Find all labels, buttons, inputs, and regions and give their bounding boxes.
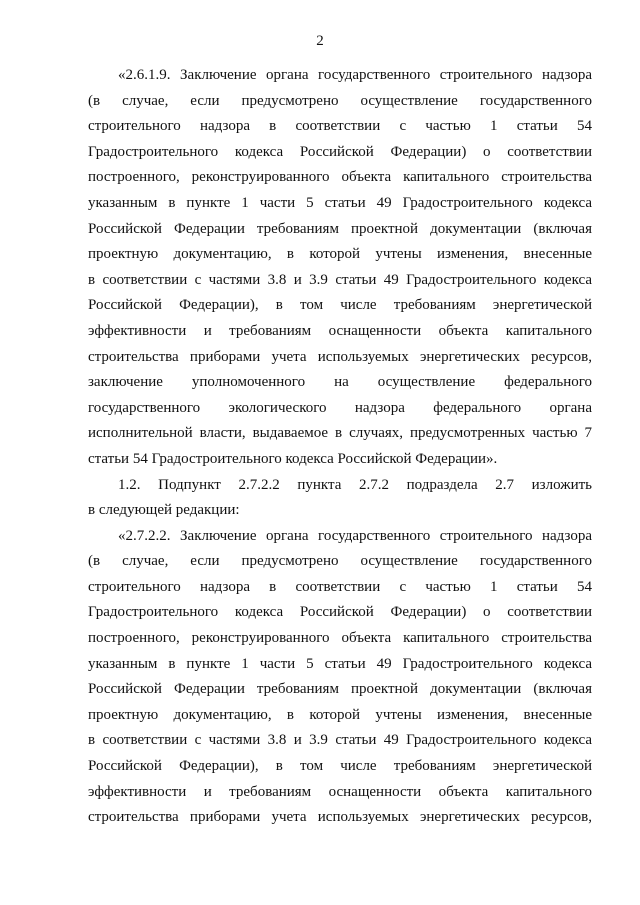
text-line: эффективности и требованиям оснащенности объекта капитального [88,783,592,800]
paragraph [88,524,592,831]
text-line: Российской Федерации), в том числе требованиям энергетической [88,758,592,775]
text-line: построенного, реконструированного объекта капитального строительства [88,630,592,647]
text-line: Российской Федерации), в том числе требованиям энергетической [88,297,592,314]
text-line: построенного, реконструированного объекта капитального строительства [88,169,592,186]
text-line: государственного экологического надзора федерального органа [88,399,592,416]
text-line: Российской Федерации требованиям проектной документации (включая [88,220,592,237]
paragraph [88,473,592,524]
document-body [88,63,592,831]
text-line: «2.6.1.9. Заключение органа государственного строительного надзора [118,67,592,83]
text-line: в соответствии с частями 3.8 и 3.9 статьи 49 Градостроительного кодекса [88,271,592,288]
text-line: Градостроительного кодекса Российской Федерации) о соответствии [88,604,592,621]
text-line: проектную документацию, в которой учтены изменения, внесенные [88,706,592,723]
text-line: указанным в пункте 1 части 5 статьи 49 Градостроительного кодекса [88,655,592,672]
page-number: 2 [316,33,324,49]
text-line: указанным в пункте 1 части 5 статьи 49 Градостроительного кодекса [88,194,592,211]
text-line: (в случае, если предусмотрено осуществление государственного [88,553,592,570]
text-line: «2.7.2.2. Заключение органа государственного строительного надзора [118,527,592,544]
paragraph [88,63,592,473]
text-line: строительства приборами учета используемых энергетических ресурсов, [88,809,592,826]
text-line: Российской Федерации требованиям проектной документации (включая [88,681,592,698]
text-line: строительного надзора в соответствии с частью 1 статьи 54 [88,118,592,135]
text-line: Градостроительного кодекса Российской Федерации) о соответствии [88,143,592,160]
text-line: строительного надзора в соответствии с частью 1 статьи 54 [88,578,592,595]
text-line: в следующей редакции: [88,502,240,519]
text-line: статьи 54 Градостроительного кодекса Российской Федерации». [88,450,498,467]
text-line: заключение уполномоченного на осуществление федерального [88,374,592,391]
text-line: эффективности и требованиям оснащенности объекта капитального [88,322,592,339]
text-line: строительства приборами учета используемых энергетических ресурсов, [88,348,592,365]
text-line: исполнительной власти, выдаваемое в случаях, предусмотренных частью 7 [88,425,592,442]
text-line: в соответствии с частями 3.8 и 3.9 статьи 49 Градостроительного кодекса [88,732,592,749]
text-line: 1.2. Подпункт 2.7.2.2 пункта 2.7.2 подраздела 2.7 изложить [118,476,592,493]
text-line: проектную документацию, в которой учтены изменения, внесенные [88,246,592,263]
text-line: (в случае, если предусмотрено осуществление государственного [88,92,592,109]
